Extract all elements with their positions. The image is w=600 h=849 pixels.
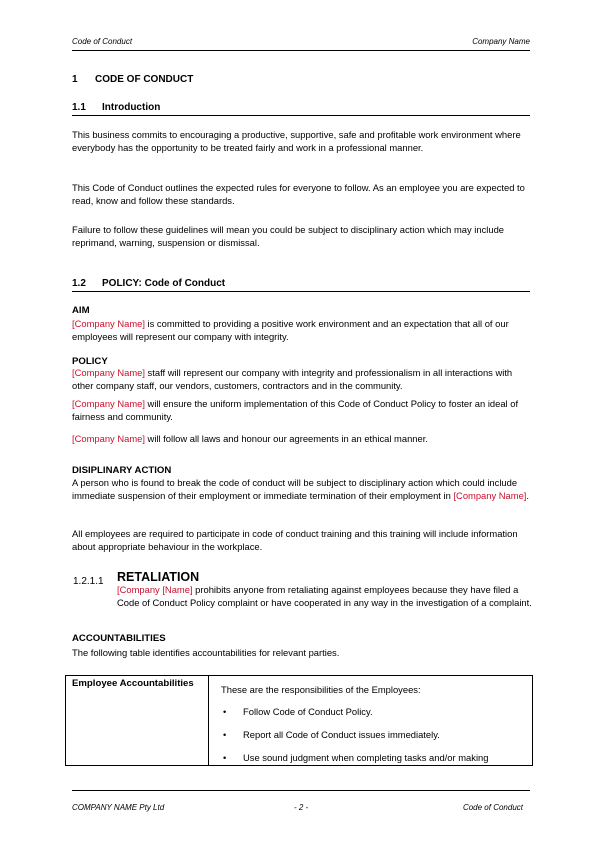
policy-item-text: will follow all laws and honour our agreements in an ethical manner.: [144, 433, 428, 444]
policy-rule: [72, 291, 530, 292]
section-number: 1: [72, 74, 78, 85]
footer-left: COMPANY NAME Pty Ltd: [72, 803, 165, 812]
table-intro: These are the responsibilities of the Employees:: [221, 684, 421, 695]
aim-heading: AIM: [72, 305, 90, 316]
intro-paragraph-2: This Code of Conduct outlines the expected rules for everyone to follow. As an employee you are expected to read, know and follow these standards.: [72, 182, 525, 206]
company-placeholder: [Company Name]: [72, 398, 145, 409]
bullet-icon: •: [223, 752, 227, 763]
list-item: [221, 706, 488, 729]
intro-rule: [72, 115, 530, 116]
responsibility-list: [221, 706, 488, 775]
bullet-icon: •: [223, 706, 227, 717]
aim-text: is committed to providing a positive work environment and an expectation that all of our employees will represent our company with integrity.: [72, 318, 509, 342]
footer-right: Code of Conduct: [462, 803, 523, 812]
retaliation-number: 1.2.1.1: [73, 576, 104, 587]
company-placeholder: [Company Name]: [72, 318, 145, 329]
policy-item: [72, 398, 532, 423]
header-left: Code of Conduct: [72, 37, 133, 46]
training-paragraph: All employees are required to participate in code of conduct training and this training will include information about appropriate behaviour in the workplace.: [72, 528, 518, 552]
policy-section-title: POLICY: Code of Conduct: [102, 278, 226, 289]
intro-title: Introduction: [102, 102, 161, 113]
company-placeholder: [Company Name]: [453, 489, 527, 501]
intro-paragraph-3: Failure to follow these guidelines will mean you could be subject to disciplinary action which may include reprimand, warning, suspension or dismissal.: [72, 224, 504, 248]
list-item-text: Use sound judgment when completing tasks and/or making: [243, 752, 489, 763]
disciplinary-heading: DISIPLINARY ACTION: [72, 465, 172, 476]
table-row-label: Employee Accountabilities: [72, 678, 194, 689]
list-item-text: Follow Code of Conduct Policy.: [243, 706, 373, 717]
header-divider: [72, 50, 530, 51]
policy-item-text: will ensure the uniform implementation of this Code of Conduct Policy to foster an ideal of fairness and community.: [72, 398, 519, 422]
footer-divider: [72, 790, 530, 791]
disciplinary-text-end: .: [526, 489, 529, 501]
policy-item: [72, 433, 532, 446]
accountabilities-table: [65, 675, 533, 766]
company-placeholder: [Company Name]: [72, 367, 145, 378]
policy-item-text: staff will represent our company with integrity and professionalism in all interactions with other company staff, our vendors, customers, contractors and in the community.: [72, 367, 513, 391]
retaliation-text: prohibits anyone from retaliating against employees because they have filed a Code of Conduct Policy complaint or have cooperated in any way in the investigation of a complaint.: [117, 584, 532, 608]
retaliation-paragraph: [117, 584, 532, 609]
list-item: [221, 729, 488, 752]
footer-page-number: - 2 -: [294, 803, 309, 812]
intro-number: 1.1: [72, 102, 86, 113]
bullet-icon: •: [223, 729, 227, 740]
accountabilities-text: The following table identifies accountabilities for relevant parties.: [72, 647, 340, 658]
list-item: [221, 752, 488, 775]
list-item-text: Report all Code of Conduct issues immediately.: [243, 729, 440, 740]
company-placeholder: [Company [Name]: [117, 584, 193, 595]
table-column-divider: [208, 676, 209, 765]
header-right: Company Name: [472, 37, 530, 46]
policy-item: [72, 367, 532, 392]
disciplinary-paragraph: [72, 477, 532, 502]
aim-paragraph: [72, 318, 532, 343]
company-placeholder: [Company Name]: [72, 433, 145, 444]
accountabilities-heading: ACCOUNTABILITIES: [72, 633, 166, 644]
disciplinary-text: A person who is found to break the code of conduct will be subject to disciplinary action which could include immediate suspension of their employment or immediate termination of their employment in: [72, 477, 518, 501]
retaliation-title: RETALIATION: [117, 570, 200, 584]
policy-section-number: 1.2: [72, 278, 86, 289]
intro-paragraph-1: This business commits to encouraging a productive, supportive, safe and profitable work environment where everybody has the opportunity to be treated fairly and work in a professional manner.: [72, 129, 521, 153]
policy-heading: POLICY: [72, 356, 108, 367]
section-title: CODE OF CONDUCT: [95, 74, 194, 85]
